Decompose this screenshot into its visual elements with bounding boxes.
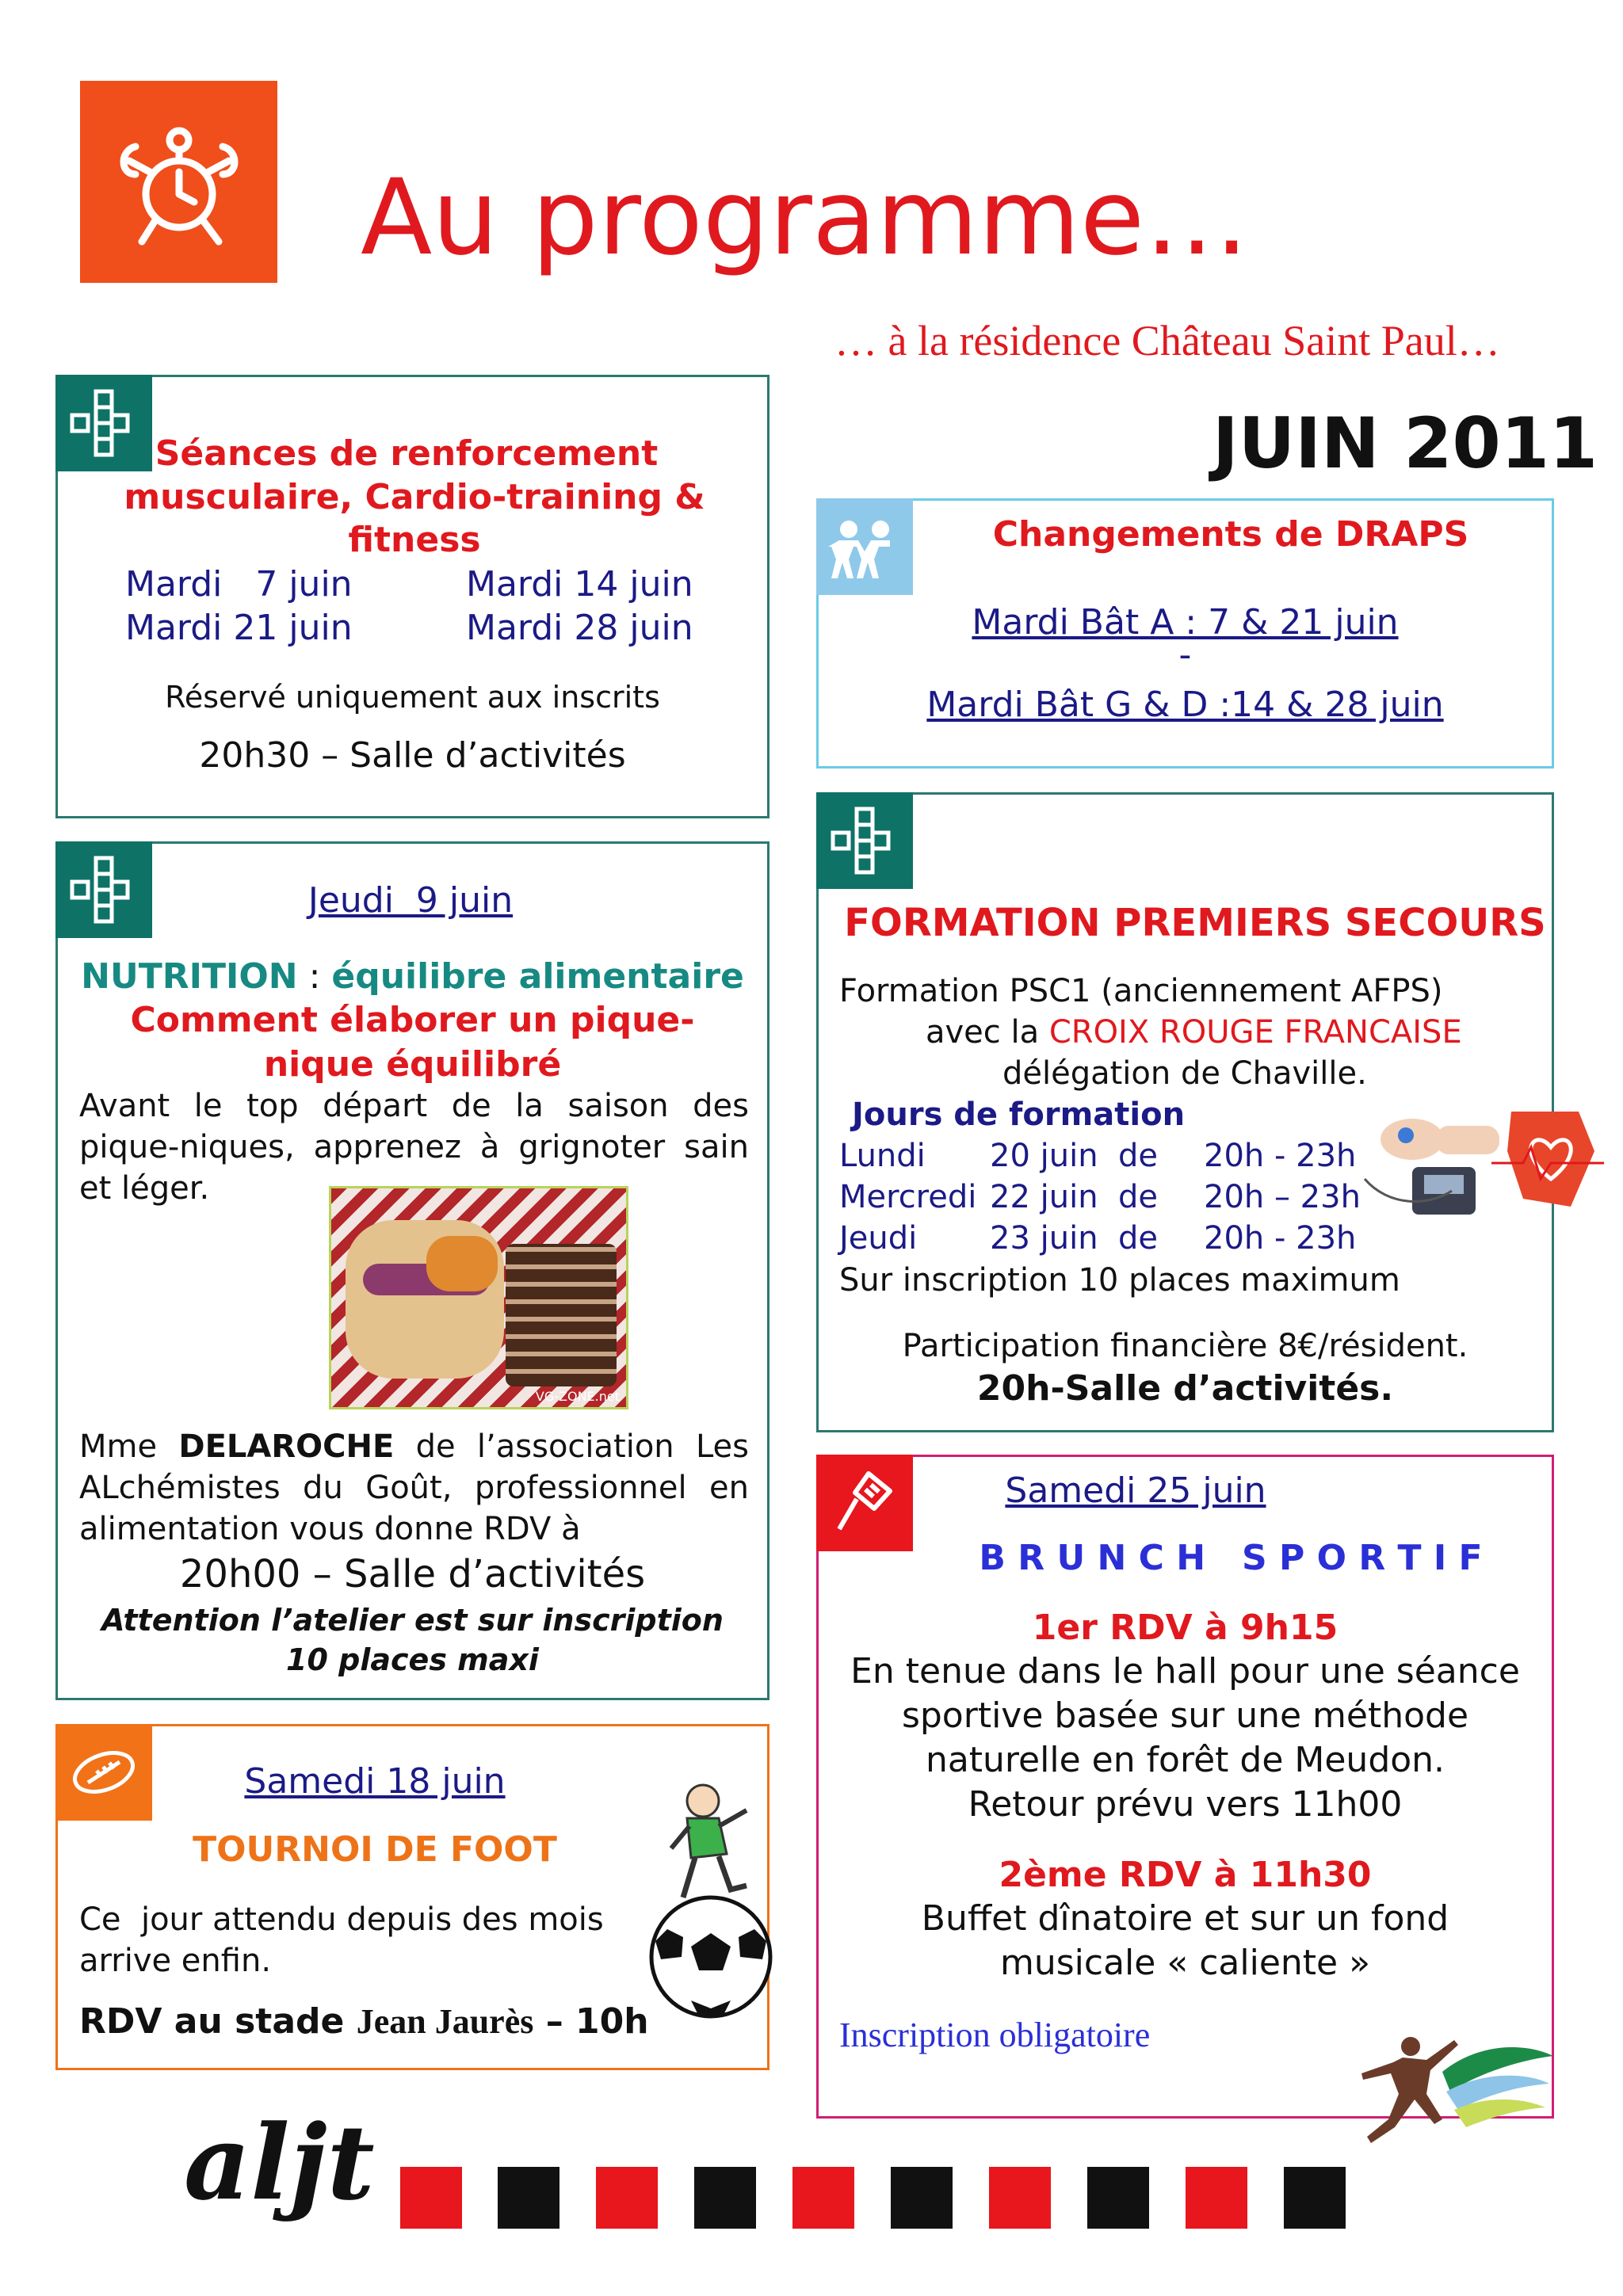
footer-square — [694, 2167, 756, 2229]
fitness-place: 20h30 – Salle d’activités — [199, 735, 626, 776]
nutrition-subtitle-sep: : — [297, 956, 332, 997]
brunch-text-line: sportive basée sur une méthode — [901, 1695, 1469, 1736]
brunch-title: B R U N C H S P O R T I F — [979, 1538, 1483, 1578]
nutrition-subtitle-text: équilibre alimentaire — [331, 956, 744, 997]
nutrition-photo — [329, 1186, 628, 1409]
secours-title: FORMATION PREMIERS SECOURS — [844, 901, 1546, 945]
brunch-rdv-1-text — [819, 1650, 1552, 1827]
draps-line-1: Mardi Bât A : 7 & 21 juin — [972, 602, 1399, 643]
nutrition-place: 20h00 – Salle d’activités — [179, 1552, 646, 1596]
secours-days-title: Jours de formation — [852, 1097, 1186, 1133]
brunch-rdv-1: 1er RDV à 9h15 — [1032, 1608, 1338, 1648]
brunch-text-line: Retour prévu vers 11h00 — [968, 1784, 1403, 1825]
fitness-date: Mardi 7 juin — [125, 564, 353, 605]
fitness-date: Mardi 21 juin — [125, 608, 353, 648]
page-title: Au programme… — [361, 157, 1250, 279]
fitness-card — [55, 375, 769, 818]
draps-title: Changements de DRAPS — [992, 514, 1469, 555]
fitness-note: Réservé uniquement aux inscrits — [165, 680, 660, 715]
brunch-icon-tab — [816, 1455, 913, 1551]
secours-price: Participation financière 8€/résident. — [902, 1328, 1468, 1364]
nutrition-icon-tab — [55, 841, 152, 938]
session-day: Mercredi — [839, 1179, 977, 1215]
session-time: 20h - 23h — [1204, 1220, 1357, 1257]
footer-square — [400, 2167, 462, 2229]
fitness-date: Mardi 14 juin — [466, 564, 693, 605]
cross-grid-icon — [829, 805, 900, 876]
session-date: 20 juin de — [990, 1138, 1158, 1174]
footer-square — [498, 2167, 559, 2229]
runner-illustration — [1347, 2024, 1553, 2151]
draps-icon-tab — [816, 498, 913, 595]
secours-sessions — [839, 1135, 1361, 1259]
footer-square — [989, 2167, 1051, 2229]
fitness-title-1: Séances de renforcement — [155, 433, 659, 474]
session-time: 20h - 23h — [1204, 1138, 1357, 1174]
draps-line-2: Mardi Bât G & D :14 & 28 juin — [926, 685, 1444, 725]
footer-square — [792, 2167, 854, 2229]
draps-card — [816, 498, 1554, 769]
brunch-rdv-2: 2ème RDV à 11h30 — [999, 1855, 1372, 1895]
footer-square — [1186, 2167, 1247, 2229]
brunch-text-line: Buffet dînatoire et sur un fond — [921, 1898, 1449, 1939]
month-heading: JUIN 2011 — [1212, 402, 1598, 484]
fitness-date: Mardi 28 juin — [466, 608, 693, 648]
foot-text-1: Ce jour attendu depuis des mois — [79, 1901, 604, 1938]
brunch-signup: Inscription obligatoire — [839, 2016, 1151, 2054]
session-date: 23 juin de — [990, 1220, 1158, 1257]
foot-date: Samedi 18 juin — [244, 1761, 506, 1802]
session-time: 20h – 23h — [1204, 1179, 1361, 1215]
first-aid-icon — [1357, 1104, 1604, 1230]
host-name: DELAROCHE — [178, 1428, 395, 1465]
secours-line-1: Formation PSC1 (anciennement AFPS) — [839, 973, 1443, 1009]
brunch-text-line: musicale « caliente » — [999, 1943, 1371, 1983]
brunch-text-line: naturelle en forêt de Meudon. — [925, 1740, 1445, 1780]
brunch-card — [816, 1455, 1554, 2119]
footer-square — [1087, 2167, 1149, 2229]
logo — [80, 81, 277, 283]
session-day: Lundi — [839, 1138, 926, 1174]
secours-icon-tab — [816, 792, 913, 889]
nutrition-subtitle — [58, 955, 767, 999]
brunch-text-line: En tenue dans le hall pour une séance — [850, 1651, 1520, 1691]
host-text: de l’association Les ALchémistes du Goût, professionnel en alimentation vous donne RDV à — [79, 1428, 749, 1547]
bug-clock-logo-icon — [112, 115, 246, 250]
host-prefix: Mme — [79, 1428, 158, 1465]
football-illustration — [643, 1779, 778, 2024]
foot-rdv-place: Jean Jaurès — [356, 2002, 534, 2041]
cross-grid-icon — [68, 854, 139, 925]
secours-capacity: Sur inscription 10 places maximum — [839, 1262, 1400, 1299]
footer-square — [1284, 2167, 1346, 2229]
foot-rdv-prefix: RDV au stade — [79, 2001, 345, 2042]
photo-credit: VG-ZONE.net — [535, 1389, 620, 1404]
spatula-icon — [833, 1467, 896, 1539]
session-row — [839, 1218, 1361, 1259]
football-player-icon — [643, 1779, 778, 2024]
footer-square — [891, 2167, 953, 2229]
session-row — [839, 1135, 1361, 1177]
nutrition-date: Jeudi 9 juin — [307, 880, 514, 921]
footer-brand: aljt — [184, 2102, 375, 2223]
brunch-rdv-2-text — [819, 1897, 1552, 1985]
secours-line-2 — [926, 1012, 1462, 1053]
session-date: 22 juin de — [990, 1179, 1158, 1215]
first-aid-illustration — [1357, 1104, 1604, 1230]
session-row — [839, 1177, 1361, 1218]
secours-place: 20h-Salle d’activités. — [976, 1368, 1394, 1409]
foot-icon-tab — [55, 1724, 152, 1821]
foot-text-2: arrive enfin. — [79, 1943, 272, 1979]
rugby-ball-icon — [68, 1745, 139, 1800]
fitness-title-2: musculaire, Cardio-training & fitness — [124, 477, 705, 560]
brunch-date: Samedi 25 juin — [1005, 1470, 1266, 1511]
nutrition-intro: Avant le top départ de la saison des pique-niques, apprenez à grignoter sain et léger. — [79, 1088, 749, 1207]
foot-rdv — [79, 2000, 649, 2044]
secours-with: avec la — [926, 1014, 1040, 1051]
draps-dash: - — [1178, 635, 1192, 675]
secours-line-3: délégation de Chaville. — [1002, 1055, 1367, 1092]
page-subtitle: … à la résidence Château Saint Paul… — [834, 317, 1500, 364]
session-day: Jeudi — [839, 1220, 918, 1257]
nutrition-warning: Attention l’atelier est sur inscription 10 places maxi — [101, 1603, 724, 1677]
foot-title: TOURNOI DE FOOT — [193, 1829, 557, 1870]
children-icon — [825, 515, 904, 578]
nutrition-host — [79, 1426, 749, 1550]
nutrition-card — [55, 841, 769, 1700]
foot-rdv-time: – 10h — [545, 2001, 649, 2042]
nutrition-subtitle-label: NUTRITION — [81, 956, 298, 997]
footer-square — [596, 2167, 658, 2229]
runner-icon — [1347, 2024, 1553, 2151]
secours-org: CROIX ROUGE FRANCAISE — [1048, 1014, 1462, 1051]
nutrition-title: Comment élaborer un pique-nique équilibré — [130, 1000, 695, 1085]
